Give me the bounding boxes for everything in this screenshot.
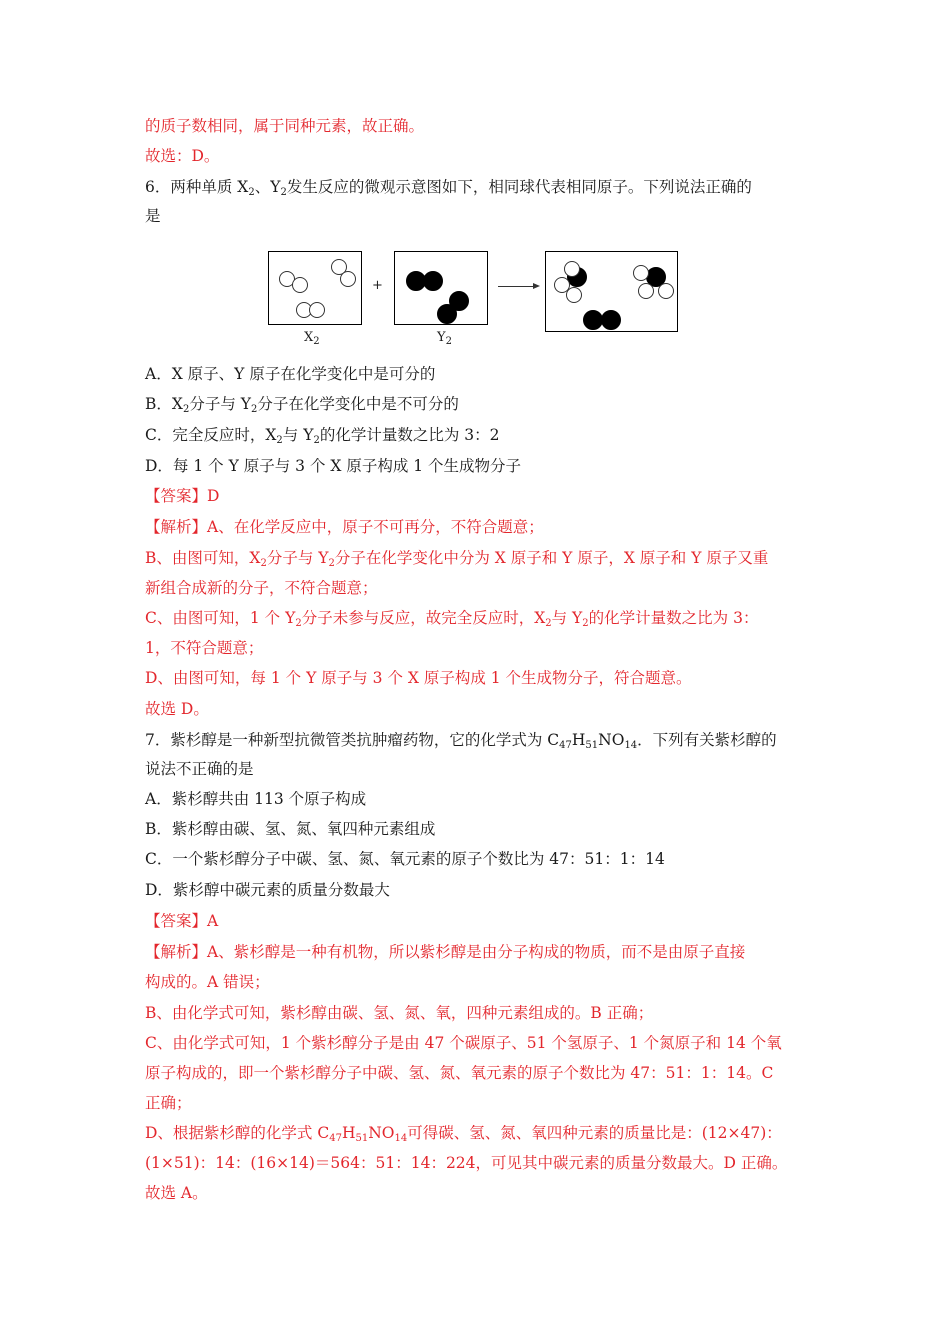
q6-option-c: C．完全反应时，$X_2$与 $Y_2$的化学计量数之比为 3：2: [145, 426, 500, 446]
box-products: [545, 251, 678, 332]
y-atom: [423, 271, 443, 291]
q7-explanation: (1×51)：14：(16×14)＝564：51：14：224，可见其中碳元素的质量分数最大。D 正确。: [145, 1154, 788, 1172]
q7-option-a: A．紫杉醇共由 113 个原子构成: [145, 790, 367, 808]
line-1: 的质子数相同，属于同种元素，故正确。: [145, 117, 425, 135]
y-atom: [583, 310, 603, 330]
q7-explanation: B、由化学式可知，紫杉醇由碳、氢、氮、氧，四种元素组成的。B 正确；: [145, 1004, 654, 1022]
q7-explanation: 正确；: [145, 1094, 192, 1112]
q6-explanation: 故选 D。: [145, 700, 209, 718]
q7-answer: 【答案】A: [145, 912, 219, 930]
q6-explanation: 新组合成新的分子，不符合题意；: [145, 579, 378, 597]
x-atom: [340, 271, 356, 287]
y-atom: [437, 304, 457, 324]
box-x2: [268, 251, 362, 325]
caption-x2: $X_2$: [304, 330, 320, 347]
question-6-stem: 6．两种单质 $X_2$、$Y_2$发生反应的微观示意图如下，相同球代表相同原子。下列说法正确的: [145, 178, 752, 198]
x-atom: [566, 287, 582, 303]
q6-option-d: D．每 1 个 Y 原子与 3 个 X 原子构成 1 个生成物分子: [145, 457, 522, 475]
line-2: 故选：D。: [145, 147, 220, 165]
question-6-stem-cont: 是: [145, 207, 161, 225]
q6-explanation: 【解析】A、在化学反应中，原子不可再分，不符合题意；: [145, 518, 544, 536]
q7-explanation: C、由化学式可知，1 个紫杉醇分子是由 47 个碳原子、51 个氢原子、1 个氮原子和 14 个氧: [145, 1034, 782, 1052]
y-atom: [601, 310, 621, 330]
x-atom: [638, 283, 654, 299]
q6-option-a: A．X 原子、Y 原子在化学变化中是可分的: [145, 365, 436, 383]
q6-option-b: B．$X_2$分子与 $Y_2$分子在化学变化中是不可分的: [145, 395, 459, 415]
x-atom: [292, 277, 308, 293]
reaction-arrow: [498, 286, 534, 287]
x-atom: [633, 265, 649, 281]
q7-explanation: 构成的。A 错误；: [145, 973, 270, 991]
q7-option-d: D．紫杉醇中碳元素的质量分数最大: [145, 881, 390, 899]
q6-explanation: 1，不符合题意；: [145, 639, 264, 657]
x-atom: [658, 283, 674, 299]
q7-explanation: 【解析】A、紫杉醇是一种有机物，所以紫杉醇是由分子构成的物质，而不是由原子直接: [145, 943, 746, 961]
q7-explanation: 故选 A。: [145, 1184, 208, 1202]
caption-y2: $Y_2$: [437, 330, 452, 347]
question-7-stem-cont: 说法不正确的是: [145, 760, 254, 778]
q6-explanation: B、由图可知，$X_2$分子与 $Y_2$分子在化学变化中分为 X 原子和 Y 原子，X 原子和 Y 原子又重: [145, 549, 769, 569]
x-atom: [564, 261, 580, 277]
q7-option-b: B．紫杉醇由碳、氢、氮、氧四种元素组成: [145, 820, 436, 838]
q7-explanation: 原子构成的，即一个紫杉醇分子中碳、氢、氮、氧元素的原子个数比为 47：51：1：14。C: [145, 1064, 774, 1082]
arrow-head-icon: [533, 283, 540, 289]
box-y2: [394, 251, 488, 325]
q6-explanation: D、由图可知，每 1 个 Y 原子与 3 个 X 原子构成 1 个生成物分子，符合题意。: [145, 669, 692, 687]
q7-explanation: D、根据紫杉醇的化学式 $C_{47}H_{51}NO_{14}$可得碳、氢、氮、氧四种元素的质量比是：(12×47)：: [145, 1124, 782, 1144]
x-atom: [309, 302, 325, 318]
q6-answer: 【答案】D: [145, 487, 220, 505]
question-7-stem: 7．紫杉醇是一种新型抗微管类抗肿瘤药物，它的化学式为 $C_{47}H_{51}NO_{14}$．下列有关紫杉醇的: [145, 731, 777, 751]
plus-sign: +: [372, 278, 383, 293]
q7-option-c: C．一个紫杉醇分子中碳、氢、氮、氧元素的原子个数比为 47：51：1：14: [145, 850, 665, 868]
q6-explanation: C、由图可知，1 个 $Y_2$分子未参与反应，故完全反应时，$X_2$与 $Y_2$的化学计量数之比为 3：: [145, 609, 759, 629]
